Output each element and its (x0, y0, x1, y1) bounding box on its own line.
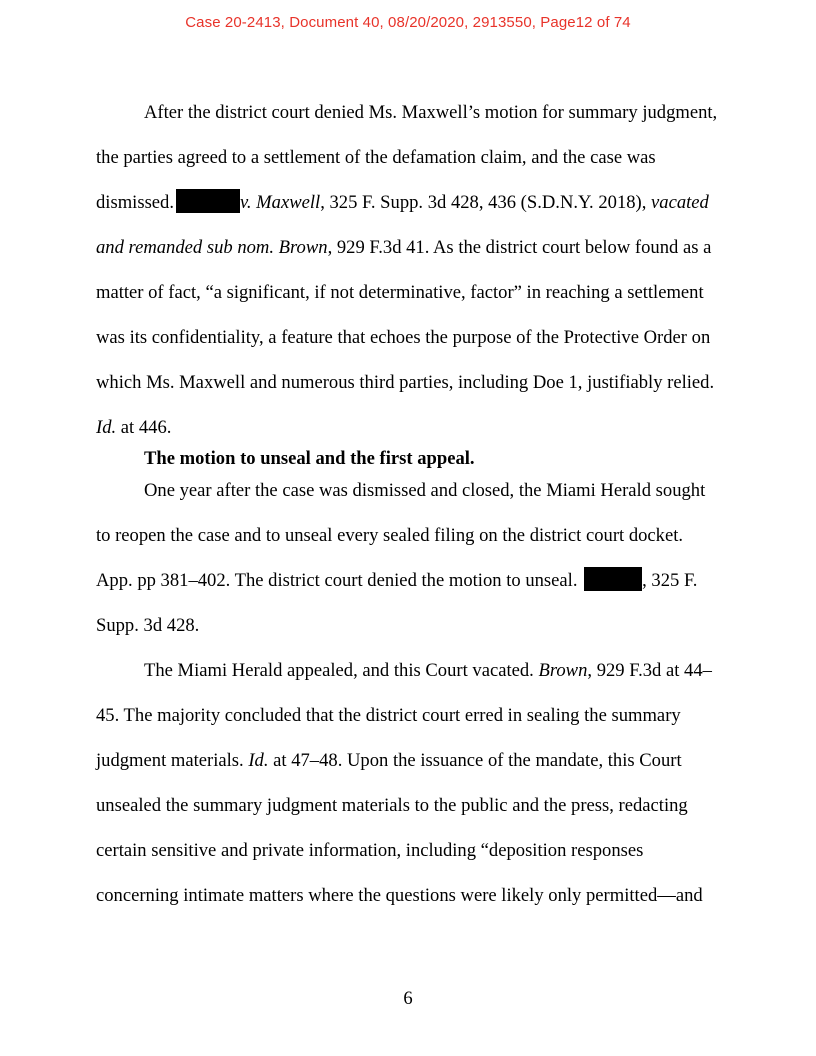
paragraph-settlement (96, 90, 720, 450)
case-header: Case 20-2413, Document 40, 08/20/2020, 2913550, Page12 of 74 (185, 14, 631, 31)
p1-subsequent-history: vacated and remanded sub nom. Brown (96, 192, 709, 258)
p1-text-a: After the district court denied Ms. Maxwell’s motion for summary judgment, the parties agreed to a settlement of the defamation claim, and the case was dismissed. (96, 102, 718, 213)
p3-text-a: The Miami Herald appealed, and this Court vacated. (144, 660, 534, 681)
page-number: 6 (403, 988, 413, 1009)
p3-text-c: , 929 F.3d at 44–45. The majority concluded that the district court erred in sealing the summary judgment materials. (96, 660, 712, 771)
p2-text-b: , 325 F. Supp. 3d 428. (96, 570, 698, 636)
document-body (96, 90, 720, 918)
p3-id-cite: Id. (248, 750, 269, 771)
p1-text-c: , 325 F. Supp. 3d 428, 436 (S.D.N.Y. 2018), (320, 192, 647, 213)
section-heading: The motion to unseal and the first appeal. (144, 448, 475, 469)
paragraph-appeal (96, 648, 720, 918)
redaction-block (584, 567, 642, 591)
p2-text-a: One year after the case was dismissed and closed, the Miami Herald sought to reopen the case and to unseal every sealed filing on the district court docket. App. pp 381–402. The district court denied the motion to unseal. (96, 480, 706, 591)
p3-case-name: Brown (538, 660, 588, 681)
paragraph-motion-to-unseal (96, 468, 720, 648)
p1-id-cite: Id. (96, 417, 117, 438)
p3-text-e: at 47–48. Upon the issuance of the mandate, this Court unsealed the summary judgment materials to the public and the press, redacting certain sensitive and private information, including “deposition responses concerning intimate matters where the questions were likely only permitted—and (96, 750, 703, 906)
redaction-block (176, 189, 240, 213)
p1-text-g: at 446. (120, 417, 172, 438)
p1-case-name: v. Maxwell (240, 192, 321, 213)
p1-text-e: , 929 F.3d 41. As the district court below found as a matter of fact, “a significant, if not determinative, factor” in reaching a settlement was its confidentiality, a feature that echoes the purpose of the Protective Order on which Ms. Maxwell and numerous third parties, including Doe 1, justifiably relied. (96, 237, 715, 393)
